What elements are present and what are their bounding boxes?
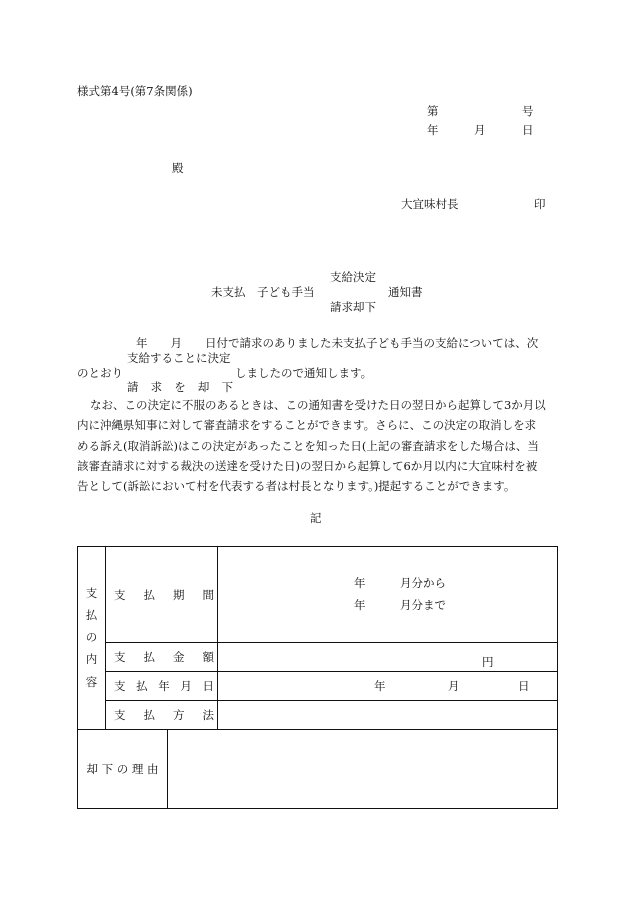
addressee-suffix: 殿 (172, 161, 184, 175)
notice-line-3: める訴え(取消訴訟)はこの決定があったことを知った日(上記の審査請求をした場合は、当 (77, 439, 539, 453)
body-choice-top: 支給することに決定 (127, 351, 231, 365)
amount-label: 支 払 金 額 (114, 650, 214, 664)
yen-unit: 円 (482, 655, 494, 669)
section-label-cell (78, 547, 106, 730)
issuer-seal: 印 (534, 197, 546, 211)
period-label: 支 払 期 間 (114, 587, 214, 602)
period-label-cell (106, 547, 218, 643)
notice-line-2: 内に沖縄県知事に対して審査請求をすることができます。さらに、この決定の取消しを求 (77, 418, 537, 432)
pay-date-label-cell (106, 672, 218, 701)
reject-reason-value-cell[interactable] (168, 730, 558, 809)
pay-date-label: 支 払 年 月 日 (114, 679, 214, 693)
date-month: 月 (474, 123, 486, 137)
date-year: 年 (427, 123, 439, 137)
doc-number-prefix: 第 (427, 104, 439, 118)
issuer-name: 大宜味村長 (401, 197, 459, 211)
payment-details-table (77, 546, 558, 809)
body-line1: 年 月 日付で請求のありました未支払子ども手当の支給については、次 (136, 336, 539, 350)
method-value-cell[interactable] (218, 701, 558, 730)
method-label-cell (106, 701, 218, 730)
period-value-cell[interactable]: 年 月分から 年 月分まで (218, 547, 558, 643)
body-line2-left: のとおり (77, 366, 123, 380)
amount-value-cell[interactable] (218, 643, 558, 672)
notice-line-5: 告として(訴訟において村を代表する者は村長となります。)提起することができます。 (77, 479, 516, 493)
title-choice-top: 支給決定 (330, 270, 376, 284)
pay-date-value-cell[interactable]: 年 月 日 (218, 672, 558, 701)
title-choice-bottom: 請求却下 (330, 300, 376, 314)
date-day: 日 (522, 123, 534, 137)
ki-heading: 記 (310, 511, 322, 525)
notice-line-4: 該審査請求に対する裁決の送達を受けた日)の翌日から起算して6か月以内に大宜味村を被 (77, 459, 538, 473)
title-left: 未支払 子ども手当 (211, 285, 315, 299)
body-line2-right: しましたので通知します。 (235, 366, 373, 380)
method-label: 支 払 方 法 (114, 708, 214, 722)
title-right: 通知書 (388, 285, 423, 299)
reject-reason-label-cell (78, 730, 168, 809)
notice-line-1: なお、この決定に不服のあるときは、この通知書を受けた日の翌日から起算して3か月以 (90, 398, 546, 412)
section-label: 支 払 の 内 容 (85, 586, 98, 689)
reject-reason-label: 却 下 の 理 由 (86, 762, 159, 776)
form-number: 様式第4号(第7条関係) (77, 84, 193, 98)
amount-label-cell (106, 643, 218, 672)
doc-number-suffix: 号 (522, 104, 534, 118)
body-choice-bottom: 請 求 を 却 下 (127, 380, 233, 394)
